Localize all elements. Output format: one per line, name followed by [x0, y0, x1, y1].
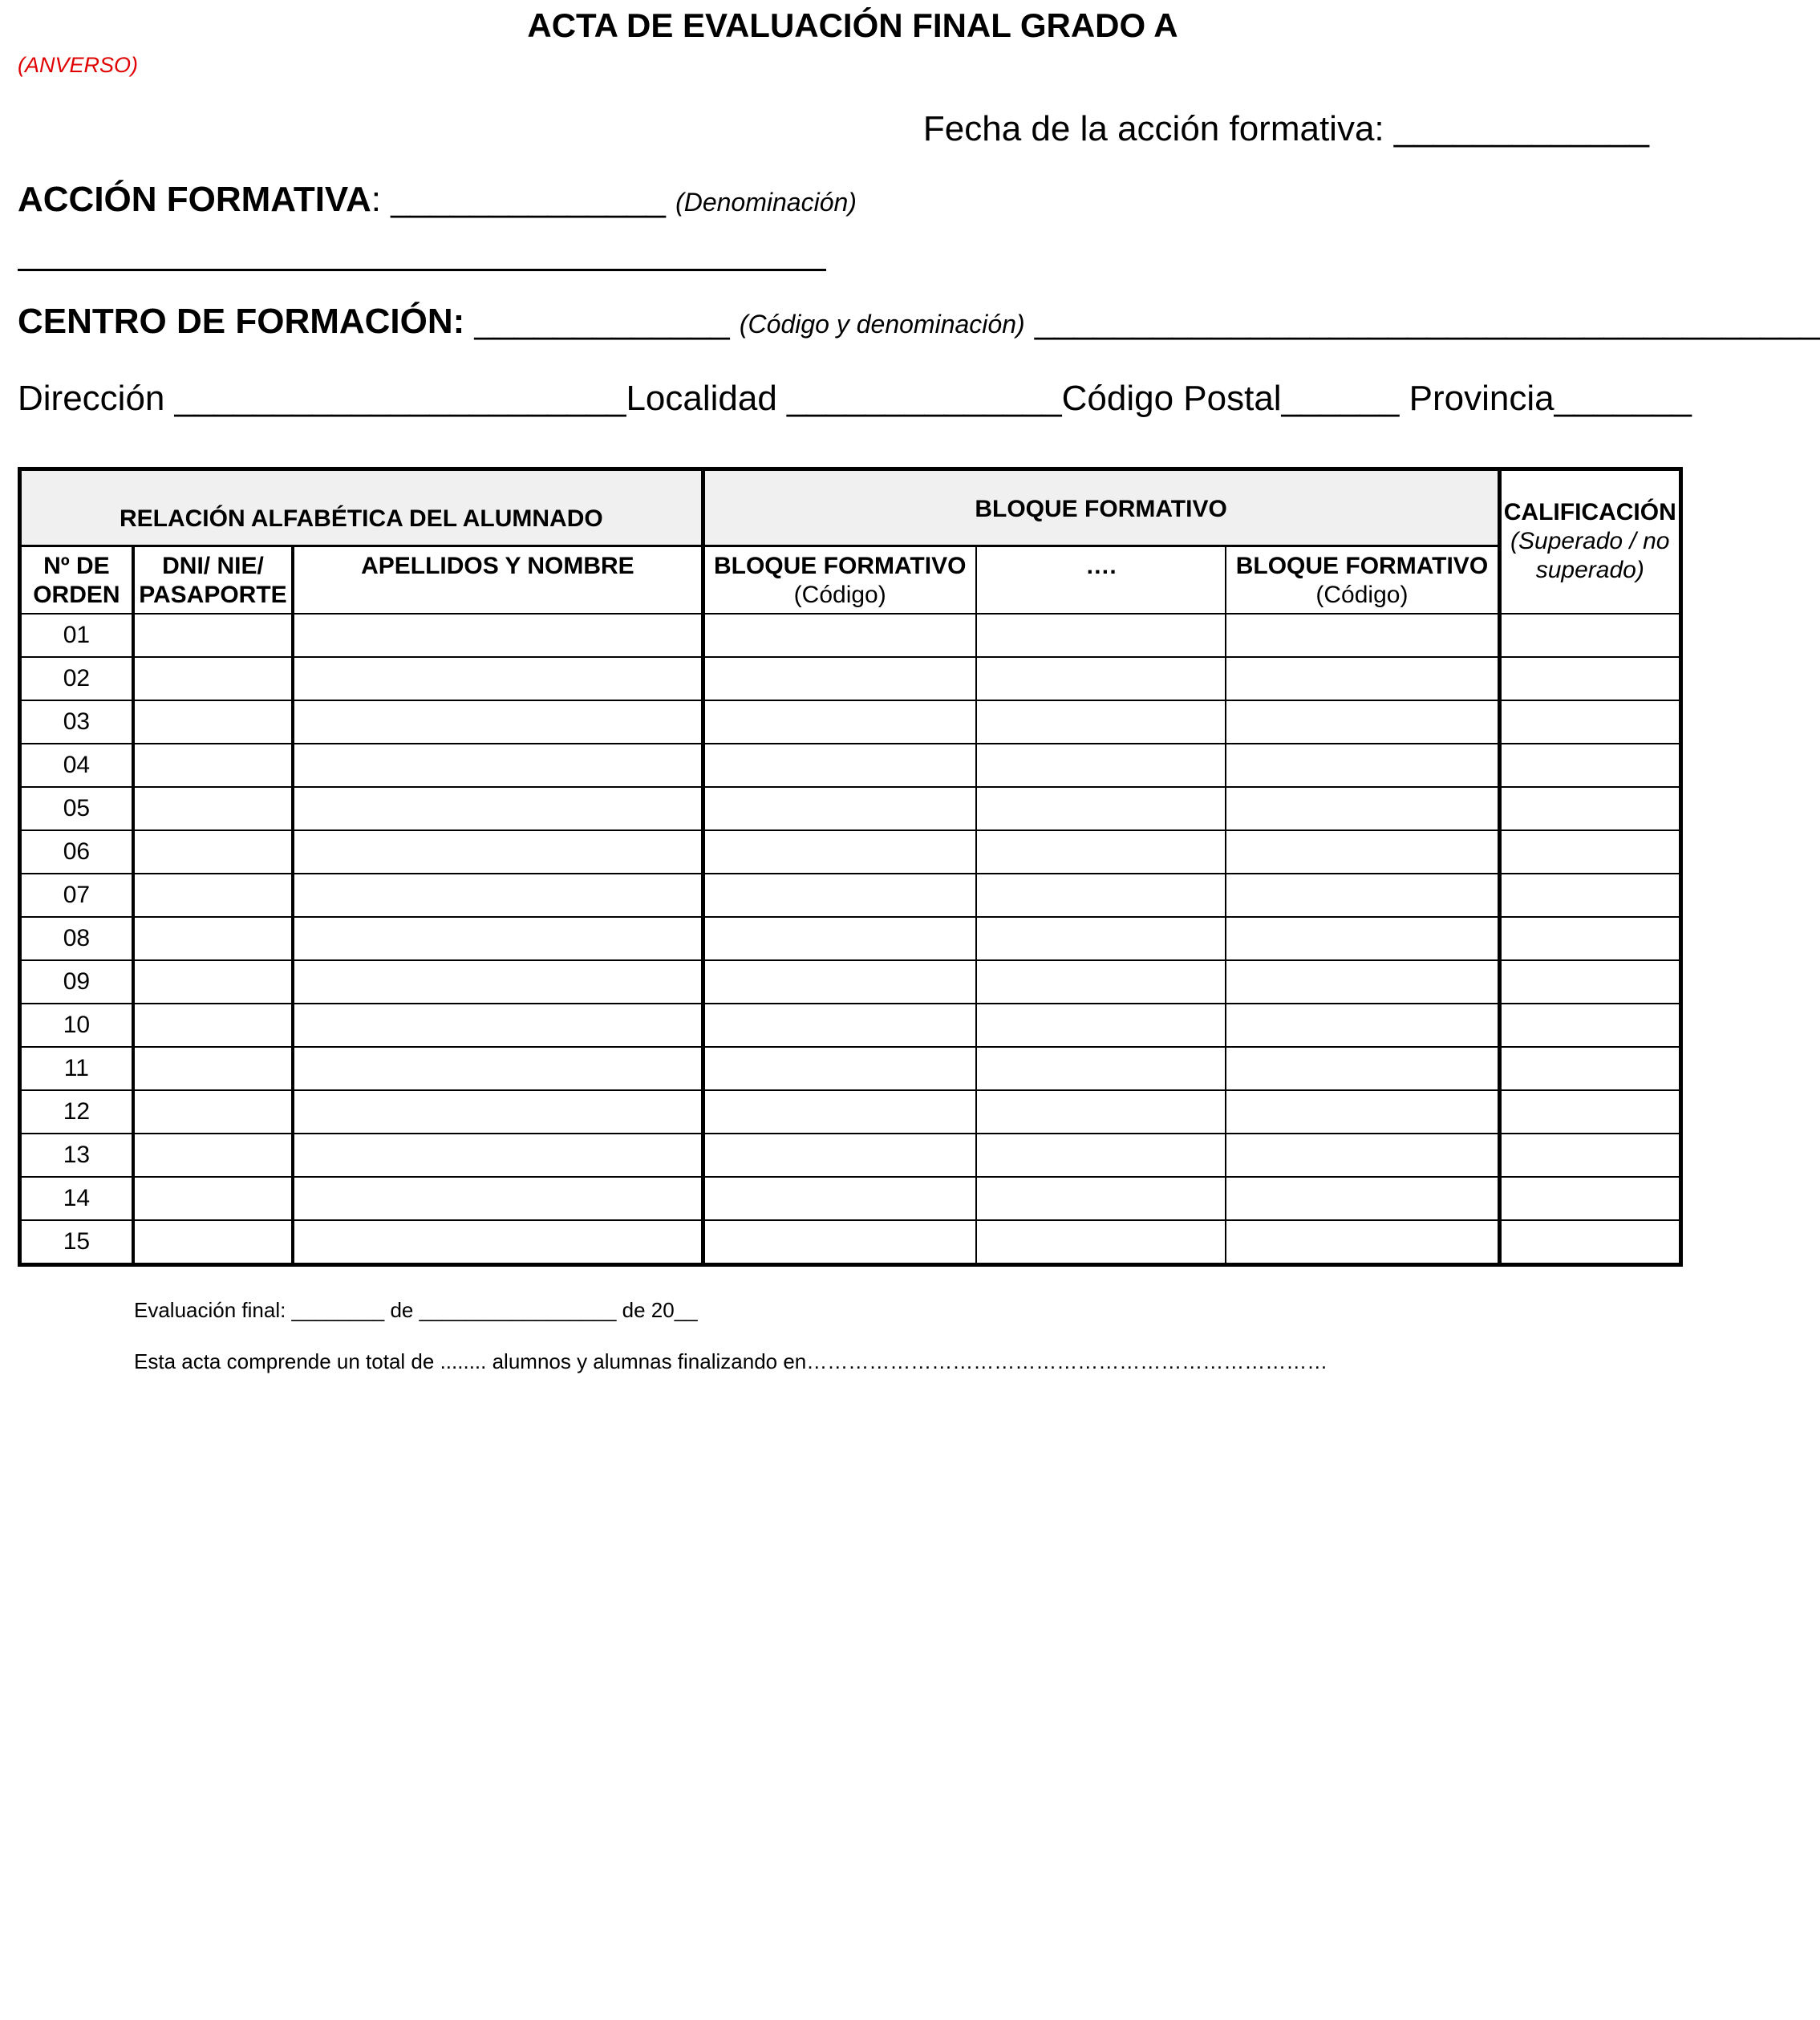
centro-blank-1: _____________ — [464, 302, 740, 341]
dots-cell[interactable] — [976, 1220, 1226, 1265]
dots-cell[interactable] — [976, 1090, 1226, 1134]
bloque1-cell[interactable] — [703, 614, 976, 657]
direccion-line[interactable]: Dirección _______________________Localidad ______________Código Postal______ Provincia_______ — [18, 379, 1692, 418]
evaluacion-final-line[interactable]: Evaluación final: ________ de _________________ de 20__ — [134, 1298, 698, 1322]
col-bloque1-sub: (Código) — [793, 582, 886, 608]
nombre-cell[interactable] — [293, 1134, 703, 1177]
col-nombre-header: APELLIDOS Y NOMBRE — [293, 546, 703, 614]
dni-cell[interactable] — [133, 1090, 293, 1134]
centro-formacion-label: CENTRO DE FORMACIÓN: — [18, 302, 465, 341]
nombre-cell[interactable] — [293, 1047, 703, 1090]
calificacion-cell[interactable] — [1499, 1047, 1680, 1090]
table-row — [20, 917, 1681, 960]
nombre-cell[interactable] — [293, 744, 703, 787]
calificacion-cell[interactable] — [1499, 917, 1680, 960]
dots-cell[interactable] — [976, 1004, 1226, 1047]
calificacion-cell[interactable] — [1499, 1004, 1680, 1047]
table-row — [20, 874, 1681, 917]
bloque2-cell[interactable] — [1226, 657, 1499, 700]
col-dni-header: DNI/ NIE/ PASAPORTE — [133, 546, 293, 614]
nombre-cell[interactable] — [293, 700, 703, 744]
dni-cell[interactable] — [133, 744, 293, 787]
accion-formativa-line — [18, 269, 826, 271]
bloque2-cell[interactable] — [1226, 917, 1499, 960]
document-title: ACTA DE EVALUACIÓN FINAL GRADO A — [527, 6, 1178, 44]
side-label: (ANVERSO) — [18, 53, 139, 77]
calificacion-cell[interactable] — [1499, 1177, 1680, 1220]
dots-cell[interactable] — [976, 657, 1226, 700]
bloque2-cell[interactable] — [1226, 1177, 1499, 1220]
bloque2-cell[interactable] — [1226, 960, 1499, 1004]
nombre-cell[interactable] — [293, 1177, 703, 1220]
nombre-cell[interactable] — [293, 614, 703, 657]
dni-cell[interactable] — [133, 874, 293, 917]
dots-cell[interactable] — [976, 917, 1226, 960]
calificacion-header — [1499, 469, 1680, 614]
accion-formativa-label: ACCIÓN FORMATIVA — [18, 180, 371, 219]
dots-cell[interactable] — [976, 874, 1226, 917]
dni-cell[interactable] — [133, 830, 293, 874]
centro-blank-2: ________________________________________ — [1024, 302, 1820, 341]
nombre-cell[interactable] — [293, 917, 703, 960]
row-number: 07 — [20, 874, 133, 917]
dni-cell[interactable] — [133, 1134, 293, 1177]
table-row — [20, 1134, 1681, 1177]
bloque2-cell[interactable] — [1226, 787, 1499, 830]
bloque1-cell[interactable] — [703, 917, 976, 960]
dni-cell[interactable] — [133, 787, 293, 830]
total-alumnos-line[interactable]: Esta acta comprende un total de ........ alumnos y alumnas finalizando en………………………………………………………………… — [134, 1349, 1328, 1373]
table-row — [20, 787, 1681, 830]
alumnado-table — [18, 467, 1683, 1267]
dots-cell[interactable] — [976, 1134, 1226, 1177]
bloque2-cell[interactable] — [1226, 1047, 1499, 1090]
bloque1-cell[interactable] — [703, 744, 976, 787]
calificacion-cell[interactable] — [1499, 657, 1680, 700]
bloque1-cell[interactable] — [703, 1090, 976, 1134]
table-row — [20, 700, 1681, 744]
bloque1-cell[interactable] — [703, 830, 976, 874]
group-bloque-header: BLOQUE FORMATIVO — [703, 469, 1499, 546]
row-number: 12 — [20, 1090, 133, 1134]
group-alumnado-header: RELACIÓN ALFABÉTICA DEL ALUMNADO — [20, 469, 703, 546]
nombre-cell[interactable] — [293, 960, 703, 1004]
calificacion-sub: (Superado / no superado) — [1510, 528, 1670, 584]
row-number: 10 — [20, 1004, 133, 1047]
row-number: 08 — [20, 917, 133, 960]
accion-formativa-field[interactable] — [18, 180, 857, 220]
bloque2-cell[interactable] — [1226, 1220, 1499, 1265]
bloque1-cell[interactable] — [703, 787, 976, 830]
nombre-cell[interactable] — [293, 830, 703, 874]
table-row — [20, 830, 1681, 874]
fecha-field[interactable]: Fecha de la acción formativa: _____________ — [922, 109, 1649, 148]
bloque1-cell[interactable] — [703, 1004, 976, 1047]
row-number: 03 — [20, 700, 133, 744]
dni-cell[interactable] — [133, 1004, 293, 1047]
table-row — [20, 1220, 1681, 1265]
dots-cell[interactable] — [976, 744, 1226, 787]
dni-cell[interactable] — [133, 1220, 293, 1265]
bloque1-cell[interactable] — [703, 1177, 976, 1220]
bloque1-cell[interactable] — [703, 1047, 976, 1090]
bloque2-cell[interactable] — [1226, 874, 1499, 917]
row-number: 06 — [20, 830, 133, 874]
centro-formacion-field[interactable] — [18, 302, 1820, 342]
nombre-cell[interactable] — [293, 657, 703, 700]
calificacion-cell[interactable] — [1499, 1134, 1680, 1177]
calificacion-cell[interactable] — [1499, 614, 1680, 657]
calificacion-cell[interactable] — [1499, 960, 1680, 1004]
bloque1-cell[interactable] — [703, 657, 976, 700]
col-orden-header: Nº DE ORDEN — [20, 546, 133, 614]
col-bloque2-label: BLOQUE FORMATIVO — [1235, 553, 1489, 579]
col-dots-header: …. — [976, 546, 1226, 614]
dots-cell[interactable] — [976, 1047, 1226, 1090]
table-row — [20, 744, 1681, 787]
calificacion-cell[interactable] — [1499, 830, 1680, 874]
bloque1-cell[interactable] — [703, 960, 976, 1004]
nombre-cell[interactable] — [293, 787, 703, 830]
nombre-cell[interactable] — [293, 874, 703, 917]
bloque1-cell[interactable] — [703, 1220, 976, 1265]
table-row — [20, 960, 1681, 1004]
row-number: 05 — [20, 787, 133, 830]
dni-cell[interactable] — [133, 1047, 293, 1090]
col-bloque1-header — [703, 546, 976, 614]
bloque2-cell[interactable] — [1226, 1004, 1499, 1047]
bloque2-cell[interactable] — [1226, 1134, 1499, 1177]
dni-cell[interactable] — [133, 1177, 293, 1220]
bloque2-cell[interactable] — [1226, 830, 1499, 874]
table-row — [20, 1047, 1681, 1090]
row-number: 01 — [20, 614, 133, 657]
dots-cell[interactable] — [976, 787, 1226, 830]
bloque2-cell[interactable] — [1226, 744, 1499, 787]
bloque2-cell[interactable] — [1226, 700, 1499, 744]
col-bloque2-sub: (Código) — [1315, 582, 1409, 608]
bloque2-cell[interactable] — [1226, 614, 1499, 657]
bloque1-cell[interactable] — [703, 874, 976, 917]
calificacion-cell[interactable] — [1499, 700, 1680, 744]
table-row — [20, 657, 1681, 700]
bloque2-cell[interactable] — [1226, 1090, 1499, 1134]
row-number: 15 — [20, 1220, 133, 1265]
table-row — [20, 614, 1681, 657]
calificacion-cell[interactable] — [1499, 1220, 1680, 1265]
calificacion-cell[interactable] — [1499, 787, 1680, 830]
table-row — [20, 1090, 1681, 1134]
accion-formativa-hint: (Denominación) — [675, 188, 857, 217]
calificacion-cell[interactable] — [1499, 874, 1680, 917]
row-number: 14 — [20, 1177, 133, 1220]
table-row — [20, 1004, 1681, 1047]
dots-cell[interactable] — [976, 614, 1226, 657]
row-number: 02 — [20, 657, 133, 700]
dni-cell[interactable] — [133, 614, 293, 657]
col-bloque1-label: BLOQUE FORMATIVO — [713, 553, 967, 579]
bloque1-cell[interactable] — [703, 1134, 976, 1177]
dots-cell[interactable] — [976, 700, 1226, 744]
dni-cell[interactable] — [133, 657, 293, 700]
table-row — [20, 1177, 1681, 1220]
row-number: 11 — [20, 1047, 133, 1090]
dots-cell[interactable] — [976, 830, 1226, 874]
row-number: 13 — [20, 1134, 133, 1177]
bloque1-cell[interactable] — [703, 700, 976, 744]
dots-cell[interactable] — [976, 1177, 1226, 1220]
row-number: 09 — [20, 960, 133, 1004]
accion-formativa-blank: : ______________ — [371, 180, 666, 219]
nombre-cell[interactable] — [293, 1220, 703, 1265]
dni-cell[interactable] — [133, 960, 293, 1004]
row-number: 04 — [20, 744, 133, 787]
calificacion-label: CALIFICACIÓN — [1503, 499, 1676, 526]
calificacion-cell[interactable] — [1499, 1090, 1680, 1134]
dni-cell[interactable] — [133, 917, 293, 960]
centro-formacion-hint: (Código y denominación) — [739, 310, 1025, 339]
nombre-cell[interactable] — [293, 1090, 703, 1134]
dots-cell[interactable] — [976, 960, 1226, 1004]
calificacion-cell[interactable] — [1499, 744, 1680, 787]
col-bloque2-header — [1226, 546, 1499, 614]
nombre-cell[interactable] — [293, 1004, 703, 1047]
dni-cell[interactable] — [133, 700, 293, 744]
